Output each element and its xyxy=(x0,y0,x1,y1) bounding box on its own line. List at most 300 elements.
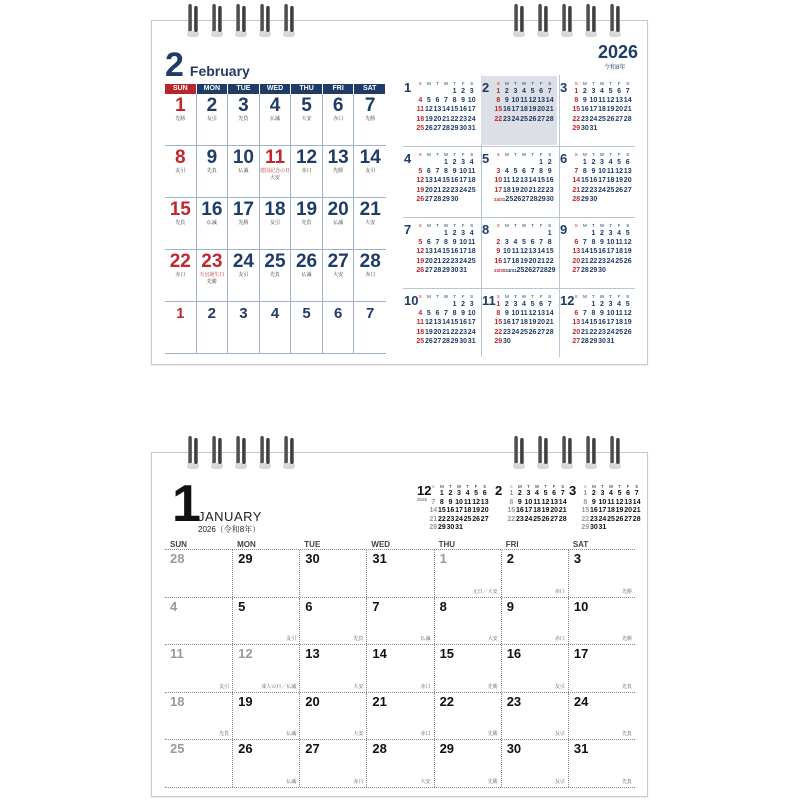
mini-day: 21 xyxy=(442,328,450,336)
day-number: 11 xyxy=(170,646,184,661)
mini-day: 12 xyxy=(615,498,624,506)
mini-day: 26 xyxy=(606,115,615,123)
day-cell xyxy=(434,740,501,787)
mini-weekday: S xyxy=(574,223,578,228)
mini-week-row xyxy=(494,309,554,318)
mini-day: 3 xyxy=(600,159,604,166)
mini-day xyxy=(511,229,520,238)
mini-day: 2 xyxy=(600,301,604,308)
mini-weekday: T xyxy=(436,294,439,299)
day-number: 20 xyxy=(305,693,320,709)
day-cell xyxy=(501,645,568,692)
mini-week-row xyxy=(494,186,554,195)
week-row xyxy=(165,146,386,198)
day-cell xyxy=(568,740,635,787)
day-note: 先勝 xyxy=(621,588,632,595)
mini-week-row xyxy=(494,87,554,96)
mini-day: 9 xyxy=(547,168,552,176)
mini-day xyxy=(429,490,438,499)
mini-weekday: M xyxy=(426,81,431,86)
mini-day: 11 xyxy=(520,97,528,105)
binding-ring xyxy=(559,436,575,470)
mini-day: 9 xyxy=(504,97,509,105)
mini-weekday: W xyxy=(456,484,462,489)
mini-day: 30 xyxy=(502,337,511,345)
mini-week-row xyxy=(494,176,554,185)
mini-day: 26 xyxy=(541,515,550,523)
mini-weekday: T xyxy=(531,152,534,157)
mini-day: 23 xyxy=(515,515,524,523)
mini-month-table xyxy=(494,293,554,346)
mini-day: 21 xyxy=(580,328,589,336)
mini-day: 16 xyxy=(446,507,455,515)
day-number: 28 xyxy=(359,251,381,272)
mini-day: 13 xyxy=(520,177,528,185)
mini-day: 20 xyxy=(424,186,433,194)
mini-weekday-row xyxy=(416,151,476,158)
day-cell xyxy=(197,198,229,249)
mini-day: 25 xyxy=(615,328,624,336)
mini-day: 28 xyxy=(529,195,538,203)
day-note: 先勝 xyxy=(238,220,249,226)
mini-day xyxy=(615,524,624,533)
mini-week-row xyxy=(572,186,632,195)
mini-day: 18 xyxy=(502,186,511,194)
mini-day: 4 xyxy=(600,88,604,95)
mini-day: 25 xyxy=(463,515,472,523)
year-overview-minicalendars xyxy=(403,75,635,357)
mini-day: 21 xyxy=(545,106,554,114)
day-note: 赤口 xyxy=(175,272,186,278)
mini-day: 4 xyxy=(522,88,526,95)
day-note: 仏滅 xyxy=(301,272,312,278)
mini-day: 12 xyxy=(511,177,520,185)
mini-day: 15 xyxy=(450,319,459,327)
mini-day xyxy=(528,158,537,167)
mini-day: 26 xyxy=(524,266,533,274)
day-note: 仏滅 xyxy=(420,636,431,642)
mini-day: 28 xyxy=(632,515,641,523)
day-cell xyxy=(260,146,292,197)
binding-ring xyxy=(185,436,201,470)
mini-day: 25 xyxy=(505,195,514,203)
day-number: 7 xyxy=(364,95,376,116)
mini-month-number: 9 xyxy=(560,222,568,237)
mini-day: 25 xyxy=(607,515,615,523)
mini-day: 10 xyxy=(459,168,468,176)
mini-weekday: F xyxy=(617,152,621,157)
mini-day: 10 xyxy=(511,97,520,105)
day-number: 28 xyxy=(372,741,387,756)
day-number: 3 xyxy=(573,551,582,566)
mini-day: 22 xyxy=(494,328,503,336)
mini-day: 28 xyxy=(539,266,548,274)
day-note: 先負 xyxy=(269,272,280,278)
mini-day: 13 xyxy=(550,498,559,506)
mini-day: 28 xyxy=(442,337,450,345)
mini-day: 6 xyxy=(539,88,544,95)
day-number: 6 xyxy=(305,598,313,614)
day-number: 3 xyxy=(239,305,248,322)
mini-day: 15 xyxy=(494,319,503,327)
mini-day: 10 xyxy=(589,97,598,105)
mini-day xyxy=(598,195,607,204)
mini-day xyxy=(606,124,615,133)
mini-day: 26 xyxy=(623,257,632,265)
mini-week-row xyxy=(581,524,641,533)
day-cell xyxy=(501,693,568,740)
day-note: 赤口 xyxy=(554,588,565,595)
mini-weekday: M xyxy=(439,484,444,489)
day-number: 24 xyxy=(573,693,589,709)
mini-day: 17 xyxy=(598,507,607,515)
mini-weekday-row xyxy=(494,293,554,300)
mini-day: 5 xyxy=(543,490,548,497)
binding-ring xyxy=(209,436,225,470)
mini-week-row xyxy=(581,499,641,508)
mini-month xyxy=(403,289,479,358)
mini-day: 21 xyxy=(537,257,546,265)
mini-day: 15 xyxy=(589,319,598,327)
mini-day: 15 xyxy=(537,177,546,185)
day-note: 大安 xyxy=(365,220,376,226)
mini-day xyxy=(537,337,546,346)
mini-day: 16 xyxy=(515,507,524,515)
mini-week-row xyxy=(416,238,476,247)
day-number: 31 xyxy=(372,551,387,566)
day-number: 21 xyxy=(359,199,381,220)
week-row xyxy=(165,94,386,146)
day-number: 27 xyxy=(305,741,320,756)
day-number: 24 xyxy=(232,251,254,272)
day-cell xyxy=(366,550,433,597)
mini-day: 11 xyxy=(615,239,623,247)
mini-day: 6 xyxy=(552,490,557,497)
mini-month-table xyxy=(572,222,632,275)
mini-day: 23 xyxy=(580,115,589,123)
mini-day: 24 xyxy=(511,115,520,123)
mini-day: 19 xyxy=(615,177,624,185)
mini-day: 11 xyxy=(606,168,615,176)
day-cell xyxy=(366,598,433,645)
mini-day xyxy=(598,124,607,133)
mini-weekday: W xyxy=(521,152,527,157)
mini-weekday: S xyxy=(574,294,578,299)
mini-day: 9 xyxy=(452,239,457,247)
mini-week-row xyxy=(572,115,632,124)
mini-day: 16 xyxy=(450,177,459,185)
mini-day: 20 xyxy=(433,328,442,336)
mini-week-row xyxy=(416,115,476,124)
mini-day: 18 xyxy=(467,248,476,256)
mini-day: 8 xyxy=(439,498,444,506)
mini-day xyxy=(511,158,520,167)
mini-month-number: 3 xyxy=(569,483,577,498)
mini-week-row xyxy=(416,96,476,105)
mini-day: 8 xyxy=(591,239,596,247)
day-number: 12 xyxy=(295,147,318,168)
mini-week-row xyxy=(572,318,632,327)
mini-day: 14 xyxy=(572,177,581,185)
day-number: 25 xyxy=(170,741,185,756)
day-cell xyxy=(323,302,355,353)
mini-day: 14 xyxy=(558,498,567,506)
day-number: 7 xyxy=(372,598,380,614)
mini-day: 2 xyxy=(504,301,509,308)
mini-day xyxy=(528,337,537,346)
mini-day: 5 xyxy=(426,310,431,318)
mini-weekday: S xyxy=(470,294,474,299)
mini-day: 2 xyxy=(496,239,501,247)
mini-weekday: S xyxy=(496,294,500,299)
mini-day: 25 xyxy=(615,257,624,265)
mini-week-row xyxy=(429,516,489,525)
mini-day: 6 xyxy=(426,239,431,247)
day-cell xyxy=(568,693,635,740)
mini-day: 26 xyxy=(416,266,425,274)
mini-month-table xyxy=(494,80,554,124)
mini-day: 22 xyxy=(580,186,589,194)
mini-day: 18 xyxy=(467,177,476,185)
day-cell xyxy=(228,302,260,353)
mini-week-row xyxy=(416,124,476,133)
mini-day: 15 xyxy=(442,248,450,256)
mini-day: 17 xyxy=(467,319,476,327)
mini-day: 3 xyxy=(469,301,474,308)
mini-day: 1 xyxy=(539,159,544,166)
mini-day: 23 xyxy=(589,515,598,523)
mini-week-row xyxy=(494,318,554,327)
mini-day: 20 xyxy=(424,257,433,265)
mini-month-year: 2025 xyxy=(417,497,428,502)
mini-day xyxy=(425,229,434,238)
binding-ring xyxy=(607,436,623,470)
mini-day: 20 xyxy=(624,507,633,515)
mini-day: 18 xyxy=(511,257,520,265)
mini-day: 10 xyxy=(606,310,615,318)
day-number: 5 xyxy=(301,95,312,116)
mini-month-number: 6 xyxy=(560,151,568,166)
mini-day: 1 xyxy=(547,230,552,237)
day-cell xyxy=(434,550,501,597)
mini-month xyxy=(481,147,557,216)
day-number: 22 xyxy=(169,251,191,272)
mini-month xyxy=(559,76,635,145)
weekday-label: TUE xyxy=(304,540,321,549)
mini-weekday: F xyxy=(539,223,543,228)
mini-weekday: F xyxy=(539,294,543,299)
binding-ring xyxy=(511,4,527,38)
mini-day: 5 xyxy=(608,88,613,95)
mini-day: 27 xyxy=(424,195,433,203)
mini-day: 5 xyxy=(513,168,518,176)
mini-day: 31 xyxy=(606,337,615,345)
day-cell xyxy=(197,302,229,353)
weekday-label: FRI xyxy=(323,84,355,94)
mini-day: 23 xyxy=(502,115,511,123)
mini-day: 14 xyxy=(528,177,537,185)
mini-day: 27 xyxy=(615,115,624,123)
mini-weekday: T xyxy=(527,484,530,489)
mini-weekday: W xyxy=(443,223,449,228)
mini-day: 30 xyxy=(459,124,468,132)
mini-weekday: S xyxy=(548,81,552,86)
mini-day: 23 xyxy=(598,257,606,265)
mini-week-row xyxy=(429,490,489,499)
mini-day: 17 xyxy=(524,507,533,515)
mini-day: 29 xyxy=(589,266,598,274)
february-heading xyxy=(165,48,250,82)
week-row xyxy=(165,693,635,741)
day-number: 14 xyxy=(372,646,387,661)
day-number: 23 xyxy=(201,251,223,272)
mini-day: 9 xyxy=(452,168,457,176)
mini-day: 26 xyxy=(472,515,481,523)
mini-weekday: T xyxy=(592,152,595,157)
mini-day: 6 xyxy=(435,310,440,318)
binding-ring xyxy=(257,436,273,470)
mini-day: 20 xyxy=(572,328,581,336)
mini-day: 21 xyxy=(580,257,589,265)
mini-day: 15 xyxy=(545,248,554,256)
day-note: 仏滅 xyxy=(206,220,217,226)
mini-weekday: T xyxy=(436,81,439,86)
day-number: 28 xyxy=(170,551,185,566)
mini-day: 12 xyxy=(424,106,433,114)
mini-day: 20 xyxy=(615,106,624,114)
mini-weekday: S xyxy=(496,152,500,157)
mini-day: 18 xyxy=(615,248,624,256)
mini-week-row xyxy=(416,337,476,346)
mini-weekday-row xyxy=(494,222,554,229)
mini-day: 29 xyxy=(450,124,459,132)
mini-month xyxy=(403,147,479,216)
mini-day: 27 xyxy=(521,195,530,203)
day-cell xyxy=(165,740,232,787)
mini-weekday: S xyxy=(470,152,474,157)
day-note: 友引 xyxy=(365,168,376,174)
mini-day: 17 xyxy=(511,106,520,114)
mini-day: 24/31 xyxy=(505,267,517,273)
mini-weekday: M xyxy=(582,223,587,228)
mini-day: 2 xyxy=(448,490,453,497)
mini-day xyxy=(480,524,489,533)
mini-day: 13 xyxy=(480,498,489,506)
day-cell xyxy=(434,598,501,645)
mini-week-row xyxy=(494,96,554,105)
day-cell xyxy=(299,740,366,787)
mini-week-row xyxy=(572,96,632,105)
mini-day: 18 xyxy=(606,177,615,185)
day-note: 先負 xyxy=(206,168,217,174)
day-cell xyxy=(260,302,292,353)
mini-day: 20 xyxy=(528,257,537,265)
mini-day: 17 xyxy=(598,177,606,185)
mini-day: 5 xyxy=(625,301,630,308)
mini-day: 1 xyxy=(452,88,457,95)
mini-day xyxy=(572,229,581,238)
day-note: 赤口 xyxy=(420,683,431,690)
mini-week-row xyxy=(494,195,554,204)
mini-weekday-row xyxy=(572,293,632,300)
binding-rings-right-bottom xyxy=(511,436,623,470)
mini-week-row xyxy=(572,229,632,238)
mini-weekday: S xyxy=(470,223,474,228)
mini-day: 22 xyxy=(437,515,446,523)
mini-day: 23 xyxy=(459,115,468,123)
mini-weekday: T xyxy=(544,484,547,489)
mini-weekday: M xyxy=(591,484,596,489)
era-label: 令和8年 xyxy=(604,65,626,71)
mini-day: 29 xyxy=(537,195,546,203)
day-note: 先勝 xyxy=(333,168,344,174)
mini-day: 30 xyxy=(589,195,598,203)
mini-day: 19 xyxy=(472,507,481,515)
mini-day: 6 xyxy=(574,310,579,318)
mini-day xyxy=(433,87,442,96)
day-note: 友引 xyxy=(175,168,186,174)
day-number: 9 xyxy=(506,598,514,614)
mini-day: 28 xyxy=(580,266,589,274)
mini-week-row xyxy=(416,300,476,309)
mini-day: 23 xyxy=(545,186,554,194)
weekday-label: THU xyxy=(291,84,323,94)
mini-day: 19 xyxy=(416,257,425,265)
mini-day xyxy=(615,266,624,275)
mini-day: 3 xyxy=(469,88,474,95)
day-number: 31 xyxy=(573,741,589,756)
mini-day: 30 xyxy=(598,337,606,345)
mini-week-row xyxy=(494,167,554,176)
mini-day: 6 xyxy=(625,159,630,166)
mini-month-table xyxy=(416,293,476,346)
mini-day: 17 xyxy=(459,177,468,185)
mini-month-number: 2 xyxy=(495,483,503,498)
mini-day: 22 xyxy=(450,115,459,123)
mini-day: 25 xyxy=(416,337,425,345)
day-cell xyxy=(366,740,433,787)
mini-day: 9 xyxy=(496,248,501,256)
weekday-label: SAT xyxy=(572,540,589,549)
mini-day: 22 xyxy=(450,328,459,336)
day-cell xyxy=(232,740,299,787)
mini-day: 8 xyxy=(452,310,457,318)
mini-day: 16 xyxy=(502,319,511,327)
mini-day: 20 xyxy=(480,507,489,515)
mini-day: 25 xyxy=(467,186,476,194)
mini-day: 2 xyxy=(591,159,596,166)
mini-day: 2 xyxy=(517,490,522,497)
mini-month-table xyxy=(416,222,476,275)
mini-week-row xyxy=(494,238,554,247)
day-cell xyxy=(197,146,229,197)
mini-week-row xyxy=(494,105,554,114)
mini-week-row xyxy=(416,257,476,266)
day-cell xyxy=(291,146,323,197)
mini-day: 19 xyxy=(528,319,537,327)
mini-weekday-row xyxy=(572,80,632,87)
mini-weekday: T xyxy=(592,81,595,86)
mini-weekday: T xyxy=(592,294,595,299)
mini-weekday: S xyxy=(548,294,552,299)
day-number: 19 xyxy=(295,199,318,220)
mini-day: 23 xyxy=(502,328,511,336)
mini-day: 19 xyxy=(623,319,632,327)
day-cell xyxy=(228,94,260,145)
binding-ring xyxy=(281,4,297,38)
mini-week-row xyxy=(429,499,489,508)
mini-day: 30 xyxy=(598,266,606,274)
